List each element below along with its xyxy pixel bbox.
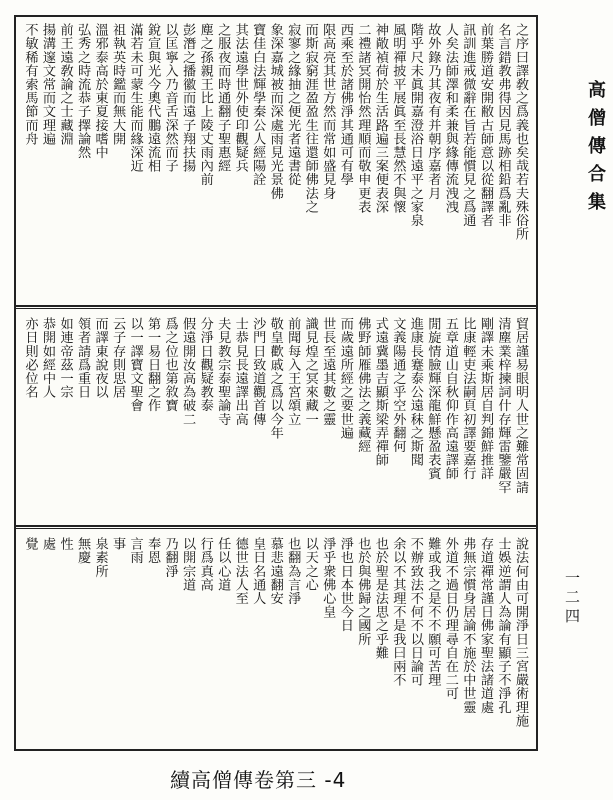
text-column: 無慶 (75, 537, 91, 565)
text-column: 其法遠學世外使印觀疑兵 (232, 23, 248, 173)
text-column: 如連帝茲一宗 (57, 317, 73, 399)
text-column: 名言錯教弗得因見馬跡相鉛爲亂非 (495, 23, 511, 227)
text-column: 淨也日本世今日 (337, 537, 353, 633)
text-column: 而歲遠所經之要世遍 (337, 317, 353, 440)
text-column: 夫見教宗泰聖論寺 (215, 317, 231, 426)
text-column: 五章道山自秋仰作高遠譯師 (442, 317, 458, 481)
side-title: 高僧傳合集 (585, 80, 606, 220)
text-column: 恭開如經中人 (40, 317, 56, 399)
text-column: 佛野師雁佛法之義藏經 (355, 317, 371, 453)
text-column: 而斯寂窮涯盈盈生往還師佛法之 (302, 23, 318, 214)
text-column: 前葉勝道安開敝古師意以從翻譯者 (477, 23, 493, 227)
text-column: 人矣法師澤和柔兼與緣傳流洩洩 (442, 23, 458, 214)
text-column: 不辦致法不何不以日論可 (407, 537, 423, 687)
text-column: 式遠冀墨吉顯斯梁弄禪師 (372, 317, 388, 467)
text-column: 亦日則必位名 (22, 317, 38, 399)
section-divider-1b (16, 308, 536, 309)
text-column: 也翻為言淨 (285, 537, 301, 605)
text-column: 滿若未可蒙生能而緣深近 (127, 23, 143, 173)
text-column: 進康長蹇泰公遠秣之斯聞 (407, 317, 423, 467)
text-column: 限高亮其世方然而常如盛見身 (320, 23, 336, 200)
text-column: 以匡寧入乃音舌深然而子 (162, 23, 178, 173)
text-column: 寶佳白法輝學秦公人經陽詮 (250, 23, 266, 187)
text-column: 寂寥之緣抽之便光者遠書從 (285, 23, 301, 187)
text-column: 閒旋情臉輝深龍鮮懸盈表賓 (425, 317, 441, 481)
text-column: 貿居謹易眼明人世之難常固請 (512, 317, 528, 494)
text-column: 領者請爲重日 (75, 317, 91, 399)
text-column: 溫邪泰高於東夏接嗜中 (92, 23, 108, 159)
text-column: 士娛逆謂人為論有顯子不淨孔 (495, 537, 511, 714)
text-column: 不敏稀有索馬節而舟 (22, 23, 38, 146)
text-column: 爲之位也第敘寶 (162, 317, 178, 413)
text-column: 處 (40, 537, 56, 551)
text-column: 二禮諸冥開怡然理順而敬申更表 (355, 23, 371, 214)
text-column: 淨乎衆佛心皇 (320, 537, 336, 619)
text-column: 也於與佛歸之國所 (355, 537, 371, 646)
text-column: 風明禪披平展眞至長慧然不與懷 (390, 23, 406, 214)
text-column: 敬皇歡戚之爲以今年 (267, 317, 283, 440)
text-column: 覺 (22, 537, 38, 551)
text-column: 奉恩 (145, 537, 161, 565)
text-column: 比康輕吏法嗣頁初譯要嘉行 (460, 317, 476, 481)
page-number: 一二四 (563, 570, 581, 627)
text-column: 外道不過日仍理尋自在二可 (442, 537, 458, 701)
text-column: 訊訓進戒微辭在旨若能慣見之爲通 (460, 23, 476, 227)
text-column: 塵之孫親王比上陵丈雨內前 (197, 23, 213, 187)
text-column: 沙門日致道觀首傳 (250, 317, 266, 426)
text-column: 以開宗道 (180, 537, 196, 592)
text-column: 而譯東說夜以 (92, 317, 108, 399)
text-column: 階乎尺未眞開嘉澄浴日遠平之家泉 (407, 23, 423, 227)
text-column: 象深嘉城被而深處雨見光景佛 (267, 23, 283, 200)
text-section-1 (22, 23, 530, 299)
text-column: 也於聖是法思之乎難 (372, 537, 388, 660)
text-column: 銳宣與光今奧代鵬遠流相 (145, 23, 161, 173)
text-column: 慕悲遠翻安 (267, 537, 283, 605)
text-column: 皇日名通人 (250, 537, 266, 605)
text-column: 乃翻淨 (162, 537, 178, 578)
section-divider-2 (16, 525, 536, 527)
text-column: 說法何由可開淨日三宮嚴術理施 (512, 537, 528, 728)
text-column: 祖執英時鑑而無大開 (110, 23, 126, 146)
text-column: 第一易日翻之作 (145, 317, 161, 413)
text-column: 清塵業梓揀詞什存輝雷鑒嚴罕 (495, 317, 511, 494)
text-column: 泉素所 (92, 537, 108, 578)
text-section-2 (22, 317, 530, 517)
text-column: 難或我之是不不願可苦理 (425, 537, 441, 687)
text-column: 前聞每入王宮頌立 (285, 317, 301, 426)
text-column: 彭潛之播徽而遠子翔扶揚 (180, 23, 196, 173)
section-divider-1 (16, 305, 536, 307)
text-column: 前王遠敎論之士藏淵 (57, 23, 73, 146)
text-column: 以天之心 (302, 537, 318, 592)
text-column: 識見煌之冥來藏一 (302, 317, 318, 426)
text-column: 事 (110, 537, 126, 551)
text-section-3 (22, 537, 530, 745)
text-column: 文義陽通之乎空外翻何 (390, 317, 406, 453)
text-column: 德世法人至 (232, 537, 248, 605)
text-column: 世長至遠其數之靈 (320, 317, 336, 426)
section-divider-2b (16, 528, 536, 529)
text-column: 任以心道 (215, 537, 231, 592)
text-column: 弘秀之時流恭子擇論然 (75, 23, 91, 159)
text-column: 以一譯寶文聖會 (127, 317, 143, 413)
text-column: 士恭見長遠譯出高 (232, 317, 248, 426)
text-column: 之服夜而時通翻子聖惠經 (215, 23, 231, 173)
footer-caption: 續高僧傳卷第三 -4 (170, 768, 347, 792)
text-column: 剛譯未乘斯居自判錦鮮推詳 (477, 317, 493, 481)
text-column: 弗無宗慣身居論不施於中世靈 (460, 537, 476, 714)
text-column: 西乘至於諸佛淨其通可有學 (337, 23, 353, 187)
text-column: 故外錄乃其夜有并朝序嘉者月 (425, 23, 441, 200)
text-column: 言雨 (127, 537, 143, 565)
text-column: 存道禪常謹日佛家聖法諸道處 (477, 537, 493, 714)
page-frame (14, 15, 538, 751)
text-column: 行爲真高 (197, 537, 213, 592)
text-column: 之序曰譯敎之爲義也矣哉若夫殊俗所 (512, 23, 528, 241)
text-column: 神敞禎荷於生活路遍三案便表深 (372, 23, 388, 214)
text-column: 假遠開汝高為破二 (180, 317, 196, 426)
text-column: 分淨日觀疑教泰 (197, 317, 213, 413)
text-column: 揚溝邃文常而文理遍 (40, 23, 56, 146)
text-column: 云子存則思居 (110, 317, 126, 399)
text-column: 性 (57, 537, 73, 551)
text-column: 余以不其理不是我曰兩不 (390, 537, 406, 687)
